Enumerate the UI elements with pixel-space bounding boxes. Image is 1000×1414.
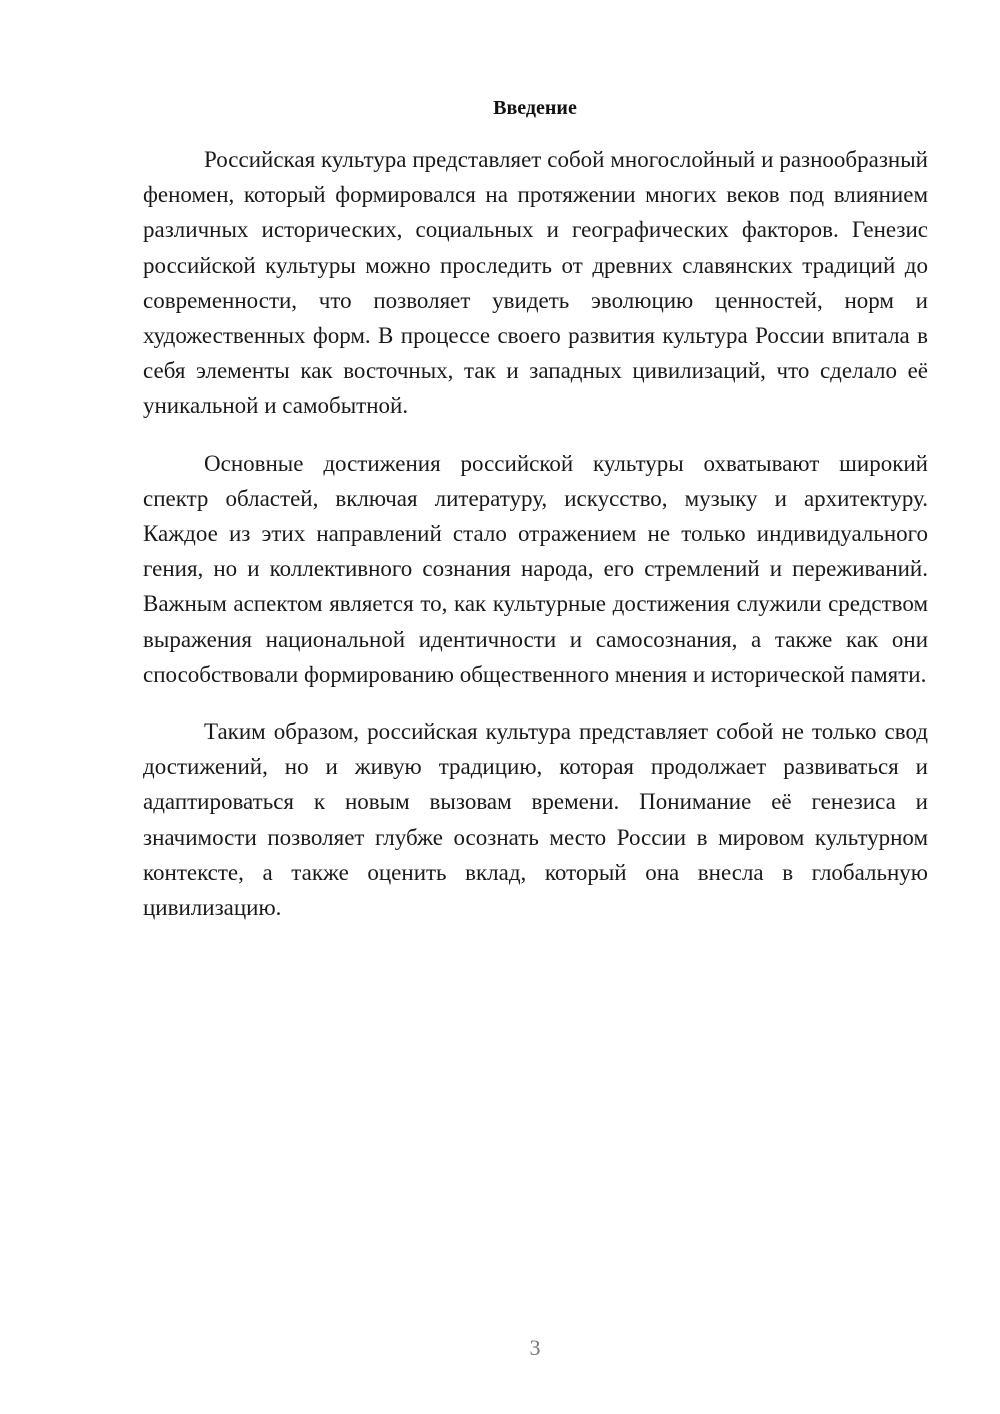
body-text	[143, 142, 928, 947]
paragraph-conclusion: Таким образом, российская культура представляет собой не только свод достижений, но и живую традицию, которая продолжает развиваться и адаптироваться к новым вызовам времени. Понимание её генезиса и значимости позволяет глубже осознать место России в мировом культурном контексте, а также оценить вклад, который она внесла в глобальную цивилизацию.	[143, 719, 928, 921]
paragraph-intro: Российская культура представляет собой многослойный и разнообразный феномен, который формировался на протяжении многих веков под влиянием различных исторических, социальных и географических факторов. Генезис российской культуры можно проследить от древних славянских традиций до современности, что позволяет увидеть эволюцию ценностей, норм и художественных форм. В процессе своего развития культура России впитала в себя элементы как восточных, так и западных цивилизаций, что сделало её уникальной и самобытной.	[143, 147, 928, 419]
page-number: 3	[529, 1335, 541, 1360]
paragraph-achievements: Основные достижения российской культуры охватывают широкий спектр областей, включая литературу, искусство, музыку и архитектуру. Каждое из этих направлений стало отражением не только индивидуального гения, но и коллективного сознания народа, его стремлений и переживаний. Важным аспектом является то, как культурные достижения служили средством выражения национальной идентичности и самосознания, а также как они способствовали формированию общественного мнения и исторической памяти.	[143, 450, 928, 687]
section-heading: Введение	[493, 97, 577, 119]
